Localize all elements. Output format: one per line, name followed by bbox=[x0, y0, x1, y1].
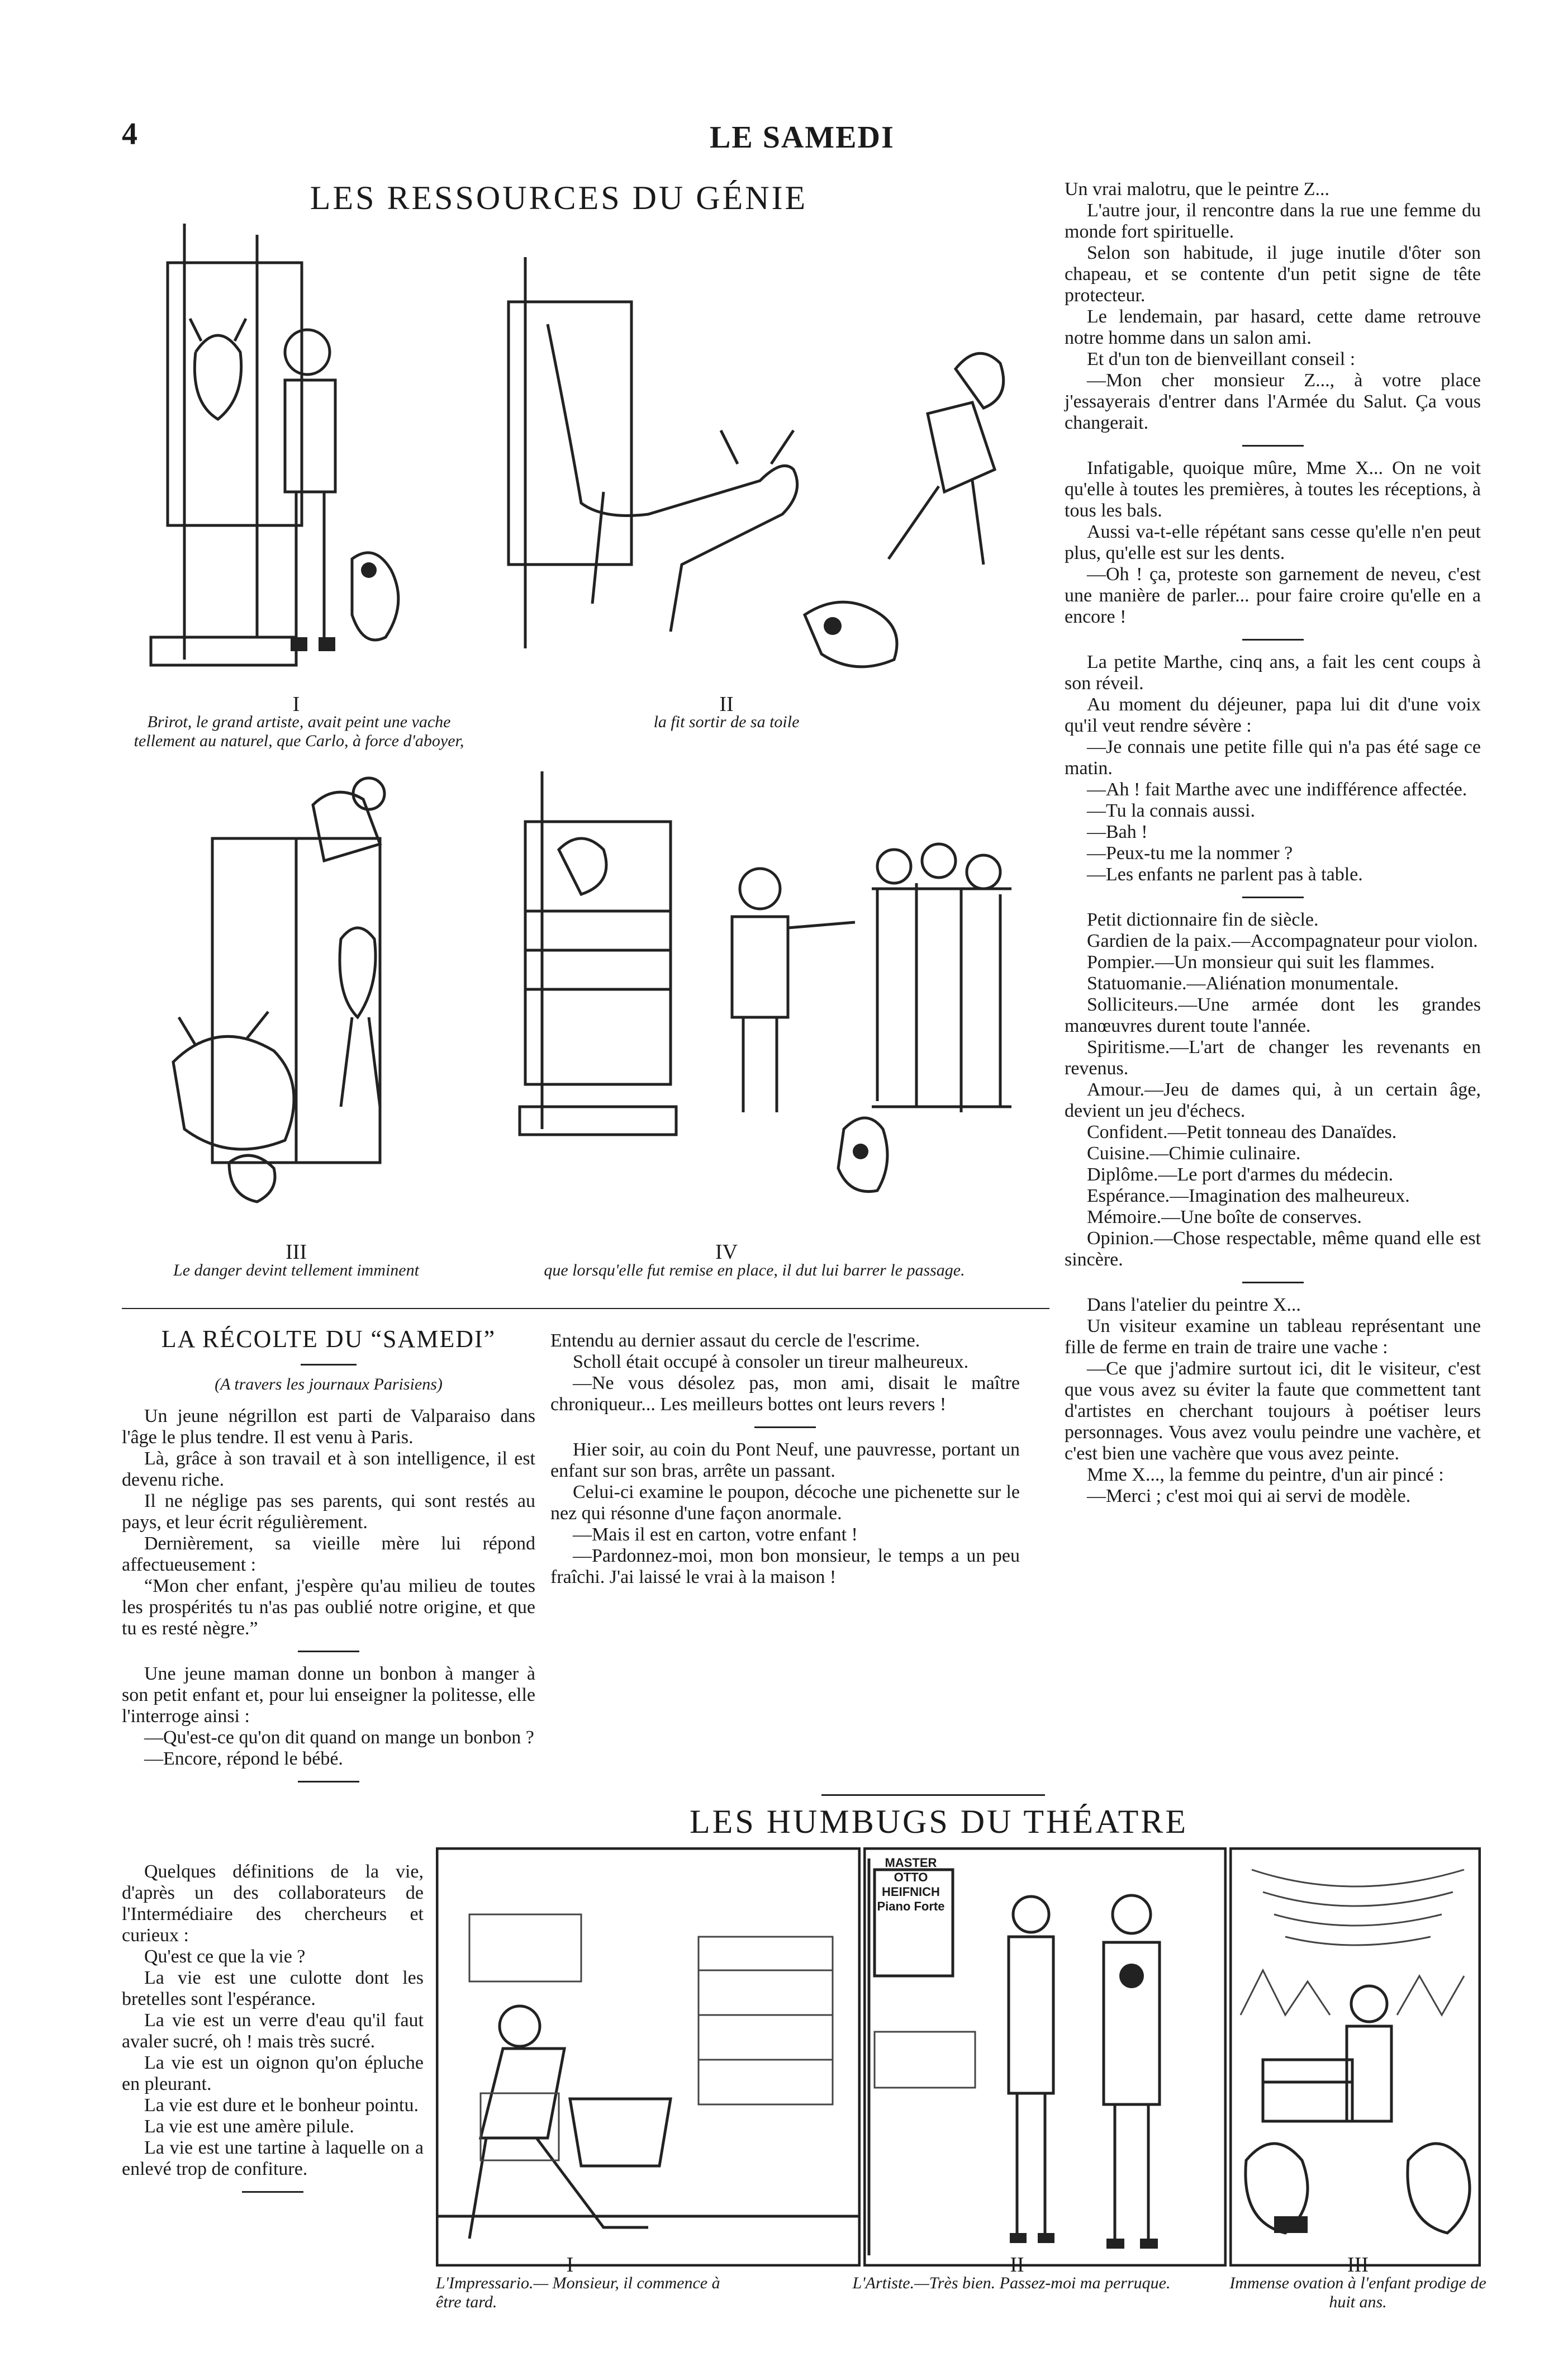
separator bbox=[242, 2191, 303, 2193]
separator bbox=[1242, 897, 1304, 898]
genie-panel-2-illustration bbox=[492, 257, 1039, 693]
recolte-title: LA RÉCOLTE DU “SAMEDI” bbox=[161, 1325, 496, 1353]
paragraph: Entendu au dernier assaut du cercle de l'escrime. bbox=[550, 1330, 920, 1351]
paragraph: Un visiteur examine un tableau représentant une fille de ferme en train de traire une vache : bbox=[1065, 1316, 1481, 1358]
genie-panel-1-caption: Brirot, le grand artiste, avait peint une vache tellement au naturel, que Carlo, à force d'aboyer, bbox=[134, 713, 464, 750]
paragraph: Cuisine.—Chimie culinaire. bbox=[1087, 1143, 1301, 1164]
paragraph: Pompier.—Un monsieur qui suit les flammes. bbox=[1087, 952, 1435, 973]
paragraph: Amour.—Jeu de dames qui, à un certain âge, devient un jeu d'échecs. bbox=[1065, 1079, 1481, 1121]
paragraph: Scholl était occupé à consoler un tireur malheureux. bbox=[573, 1352, 969, 1372]
paragraph: Opinion.—Chose respectable, même quand elle est sincère. bbox=[1065, 1228, 1481, 1270]
paragraph: —Peux-tu me la nommer ? bbox=[1087, 843, 1293, 864]
humbugs-panel-2-caption: L'Artiste.—Très bien. Passez-moi ma perruque. bbox=[852, 2274, 1171, 2292]
paragraph: —Encore, répond le bébé. bbox=[144, 1748, 343, 1769]
genie-panel-2-caption: la fit sortir de sa toile bbox=[653, 713, 800, 731]
paragraph: Dans l'atelier du peintre X... bbox=[1087, 1295, 1301, 1315]
humbugs-panel-2-number: II bbox=[1010, 2253, 1024, 2277]
paragraph: La vie est dure et le bonheur pointu. bbox=[144, 2095, 419, 2116]
paragraph: L'autre jour, il rencontre dans la rue une femme du monde fort spirituelle. bbox=[1065, 200, 1481, 242]
paragraph: La vie est un oignon qu'on épluche en pleurant. bbox=[122, 2052, 424, 2094]
recolte-middle-column bbox=[550, 1330, 1020, 1588]
paragraph: Petit dictionnaire fin de siècle. bbox=[1087, 909, 1319, 930]
genie-panel-4-caption: que lorsqu'elle fut remise en place, il dut lui barrer le passage. bbox=[544, 1261, 965, 1279]
genie-panel-2-number: II bbox=[719, 693, 734, 716]
genie-panel-1-illustration bbox=[117, 212, 464, 688]
paragraph: La vie est une culotte dont les bretelles sont l'espérance. bbox=[122, 1967, 424, 2009]
paragraph: Confident.—Petit tonneau des Danaïdes. bbox=[1087, 1122, 1397, 1142]
genie-title: LES RESSOURCES DU GÉNIE bbox=[310, 179, 808, 216]
paragraph: “Mon cher enfant, j'espère qu'au milieu de toutes les prospérités tu n'as pas oublié notre origine, et que tu es resté nègre.” bbox=[122, 1576, 535, 1639]
separator bbox=[1242, 445, 1304, 447]
page-number: 4 bbox=[122, 117, 137, 151]
paragraph: Celui-ci examine le poupon, décoche une pichenette sur le nez qui résonne d'une façon anormale. bbox=[550, 1482, 1020, 1524]
paragraph: Spiritisme.—L'art de changer les revenants en revenus. bbox=[1065, 1037, 1481, 1079]
paragraph: —Oh ! ça, proteste son garnement de neveu, c'est une manière de parler... pour faire croire qu'elle en a encore ! bbox=[1065, 564, 1481, 627]
genie-panel-4-number: IV bbox=[715, 1240, 738, 1264]
recolte-subtitle: (A travers les journaux Parisiens) bbox=[215, 1375, 443, 1393]
paragraph: Diplôme.—Le port d'armes du médecin. bbox=[1087, 1164, 1394, 1185]
paragraph: Une jeune maman donne un bonbon à manger à son petit enfant et, pour lui enseigner la politesse, elle l'interroge ainsi : bbox=[122, 1663, 535, 1727]
paragraph: Aussi va-t-elle répétant sans cesse qu'elle n'en peut plus, qu'elle est sur les dents. bbox=[1065, 521, 1481, 563]
recolte-left-column bbox=[122, 1406, 535, 1794]
humbugs-panel-3-illustration bbox=[1229, 1847, 1481, 2267]
paragraph: Au moment du déjeuner, papa lui dit d'une voix qu'il veut rendre sévère : bbox=[1065, 694, 1481, 736]
separator bbox=[1242, 639, 1304, 641]
paragraph: Un jeune négrillon est parti de Valparaiso dans l'âge le plus tendre. Il est venu à Paris. bbox=[122, 1406, 535, 1448]
paragraph: Un vrai malotru, que le peintre Z... bbox=[1065, 179, 1329, 200]
paragraph: —Merci ; c'est moi qui ai servi de modèle. bbox=[1087, 1486, 1411, 1506]
journal-title: LE SAMEDI bbox=[710, 120, 895, 155]
separator bbox=[298, 1781, 359, 1782]
paragraph: Il ne néglige pas ses parents, qui sont restés au pays, et leur écrit régulièrement. bbox=[122, 1491, 535, 1533]
paragraph: —Qu'est-ce qu'on dit quand on mange un bonbon ? bbox=[144, 1727, 534, 1748]
vie-column bbox=[122, 1861, 424, 2204]
paragraph: Mémoire.—Une boîte de conserves. bbox=[1087, 1207, 1362, 1227]
genie-panel-4-illustration bbox=[514, 771, 1039, 1230]
paragraph: La vie est une tartine à laquelle on a enlevé trop de confiture. bbox=[122, 2137, 424, 2179]
section-rule bbox=[122, 1308, 1049, 1309]
paragraph: —Tu la connais aussi. bbox=[1087, 800, 1255, 821]
genie-panel-3-caption: Le danger devint tellement imminent bbox=[173, 1261, 419, 1279]
paragraph: Et d'un ton de bienveillant conseil : bbox=[1087, 349, 1356, 369]
paragraph: —Mais il est en carton, votre enfant ! bbox=[573, 1524, 858, 1545]
paragraph: —Les enfants ne parlent pas à table. bbox=[1087, 864, 1363, 885]
separator bbox=[298, 1651, 359, 1652]
humbugs-panel-1-number: I bbox=[566, 2253, 574, 2277]
genie-panel-1-number: I bbox=[292, 693, 300, 716]
genie-panel-3-illustration bbox=[129, 771, 475, 1235]
paragraph: Infatigable, quoique mûre, Mme X... On ne voit qu'elle à toutes les premières, à toutes les réceptions, à tous les bals. bbox=[1065, 458, 1481, 521]
paragraph: Qu'est ce que la vie ? bbox=[144, 1946, 306, 1967]
paragraph: Espérance.—Imagination des malheureux. bbox=[1087, 1186, 1410, 1206]
humbugs-panel-3-number: III bbox=[1347, 2253, 1369, 2277]
paragraph: —Ah ! fait Marthe avec une indifférence affectée. bbox=[1087, 779, 1467, 800]
section-rule bbox=[821, 1794, 1045, 1796]
paragraph: Gardien de la paix.—Accompagnateur pour violon. bbox=[1087, 931, 1478, 951]
paragraph: Statuomanie.—Aliénation monumentale. bbox=[1087, 973, 1399, 994]
humbugs-title: LES HUMBUGS DU THÉATRE bbox=[690, 1803, 1188, 1840]
paragraph: Dernièrement, sa vieille mère lui répond affectueusement : bbox=[122, 1533, 535, 1575]
genie-panel-3-number: III bbox=[286, 1240, 307, 1264]
paragraph: —Bah ! bbox=[1087, 822, 1148, 842]
paragraph: Selon son habitude, il juge inutile d'ôter son chapeau, et se contente d'un petit signe de tête protecteur. bbox=[1065, 243, 1481, 306]
paragraph: —Je connais une petite fille qui n'a pas été sage ce matin. bbox=[1065, 737, 1481, 779]
paragraph: Hier soir, au coin du Pont Neuf, une pauvresse, portant un enfant sur son bras, arrête un passant. bbox=[550, 1439, 1020, 1481]
paragraph: Mme X..., la femme du peintre, d'un air pincé : bbox=[1087, 1464, 1444, 1485]
paragraph: Là, grâce à son travail et à son intelligence, il est devenu riche. bbox=[122, 1448, 535, 1490]
humbugs-panel-1-illustration bbox=[436, 1847, 861, 2267]
separator bbox=[1242, 1282, 1304, 1283]
paragraph: La petite Marthe, cinq ans, a fait les cent coups à son réveil. bbox=[1065, 652, 1481, 694]
paragraph: La vie est une amère pilule. bbox=[144, 2116, 354, 2137]
paragraph: Solliciteurs.—Une armée dont les grandes manœuvres durent toute l'année. bbox=[1065, 994, 1481, 1036]
paragraph: Quelques définitions de la vie, d'après un des collaborateurs de l'Intermédiaire des chercheurs et curieux : bbox=[122, 1861, 424, 1946]
separator bbox=[301, 1364, 357, 1366]
paragraph: Le lendemain, par hasard, cette dame retrouve notre homme dans un salon ami. bbox=[1065, 306, 1481, 348]
right-column bbox=[1065, 179, 1481, 1507]
separator bbox=[754, 1426, 816, 1428]
humbugs-panel-3-caption: Immense ovation à l'enfant prodige de huit ans. bbox=[1229, 2274, 1486, 2311]
paragraph: —Pardonnez-moi, mon bon monsieur, le temps a un peu fraîchi. J'ai laissé le vrai à la maison ! bbox=[550, 1545, 1020, 1587]
paragraph: —Mon cher monsieur Z..., à votre place j'essayerais d'entrer dans l'Armée du Salut. Ça vous changerait. bbox=[1065, 370, 1481, 433]
paragraph: La vie est un verre d'eau qu'il faut avaler sucré, oh ! mais très sucré. bbox=[122, 2010, 424, 2052]
piano-sign: MASTER OTTO HEIFNICH Piano Forte bbox=[877, 1856, 945, 1913]
paragraph: —Ce que j'admire surtout ici, dit le visiteur, c'est que vous avez su éviter la faute que commettent tant d'artistes en cherchant toujours à poétiser leurs personnages. Vous avez voulu peindre une vachère, et c'est bien une vachère que vous avez peinte. bbox=[1065, 1358, 1481, 1464]
paragraph: —Ne vous désolez pas, mon ami, disait le maître chroniqueur... Les meilleurs bottes ont leurs revers ! bbox=[550, 1373, 1020, 1415]
humbugs-panel-1-caption: L'Impressario.— Monsieur, il commence à être tard. bbox=[436, 2274, 720, 2311]
